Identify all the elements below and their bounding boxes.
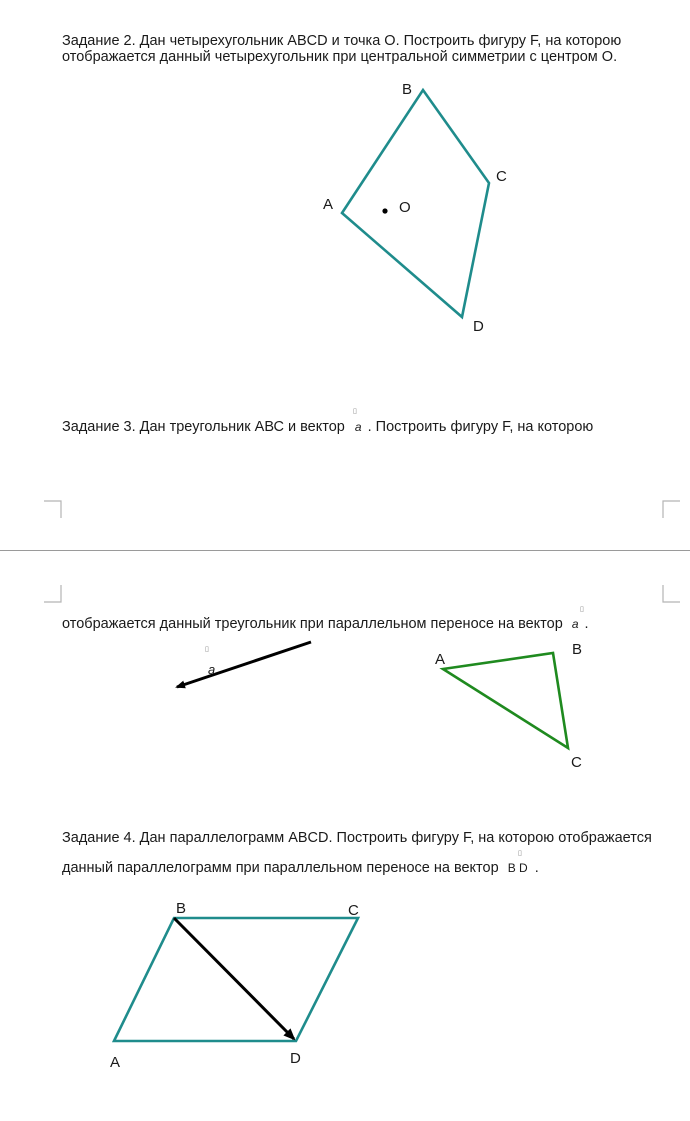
task4-line2-before: данный параллелограмм при параллельном переносе на вектор — [62, 860, 499, 876]
label-c: C — [496, 168, 507, 185]
task3-line2-after: . — [584, 616, 589, 632]
task2-line1: Задание 2. Дан четырехугольник ABCD и точка О. Построить фигуру F, на которою — [62, 33, 622, 49]
label-a: A — [110, 1054, 121, 1071]
quadrilateral-abcd-figure — [0, 0, 690, 360]
point-o — [382, 208, 387, 213]
page-separator — [0, 550, 690, 551]
task3-line2-before: отображается данный треугольник при параллельном переносе на вектор — [62, 616, 563, 632]
task2-line2: отображается данный четырехугольник при центральной симметрии с центром О. — [62, 49, 618, 65]
vector-a-label: a — [208, 662, 216, 677]
page-corner-mark — [44, 500, 62, 518]
vector-arrow-placeholder: ▯ — [353, 408, 357, 415]
label-a: A — [435, 651, 446, 668]
vector-arrow-placeholder: ▯ — [205, 646, 209, 653]
label-d: D — [473, 318, 484, 335]
task3-line1-before: Задание 3. Дан треугольник АВС и вектор — [62, 419, 345, 435]
task4-line2-after: . — [534, 860, 539, 876]
quadrilateral-abcd — [342, 90, 489, 317]
label-b: B — [176, 900, 187, 917]
task4-line2 — [62, 860, 539, 877]
vector-bd-symbol: B D — [507, 861, 528, 875]
label-a: A — [323, 196, 334, 213]
task3-line1-after: . Построить фигуру F, на которою — [367, 419, 594, 435]
task3-line1 — [62, 419, 593, 436]
vector-a-symbol: a — [571, 617, 579, 631]
triangle-abc — [443, 653, 568, 748]
task4-line1: Задание 4. Дан параллелограмм ABCD. Построить фигуру F, на которою отображается — [62, 830, 652, 846]
label-c: C — [348, 902, 359, 919]
label-d: D — [290, 1050, 301, 1067]
vector-bd-arrow — [174, 918, 294, 1039]
label-c: C — [571, 754, 582, 771]
triangle-abc-figure — [0, 600, 690, 800]
page-corner-mark — [662, 500, 680, 518]
vector-arrow-placeholder: ▯ — [580, 606, 584, 613]
parallelogram-abcd-figure — [0, 880, 690, 1080]
vector-arrow-placeholder: ▯ — [518, 850, 522, 857]
label-o: O — [399, 199, 411, 216]
vector-a-symbol: a — [354, 420, 362, 434]
label-b: B — [572, 641, 583, 658]
label-b: B — [402, 81, 413, 98]
